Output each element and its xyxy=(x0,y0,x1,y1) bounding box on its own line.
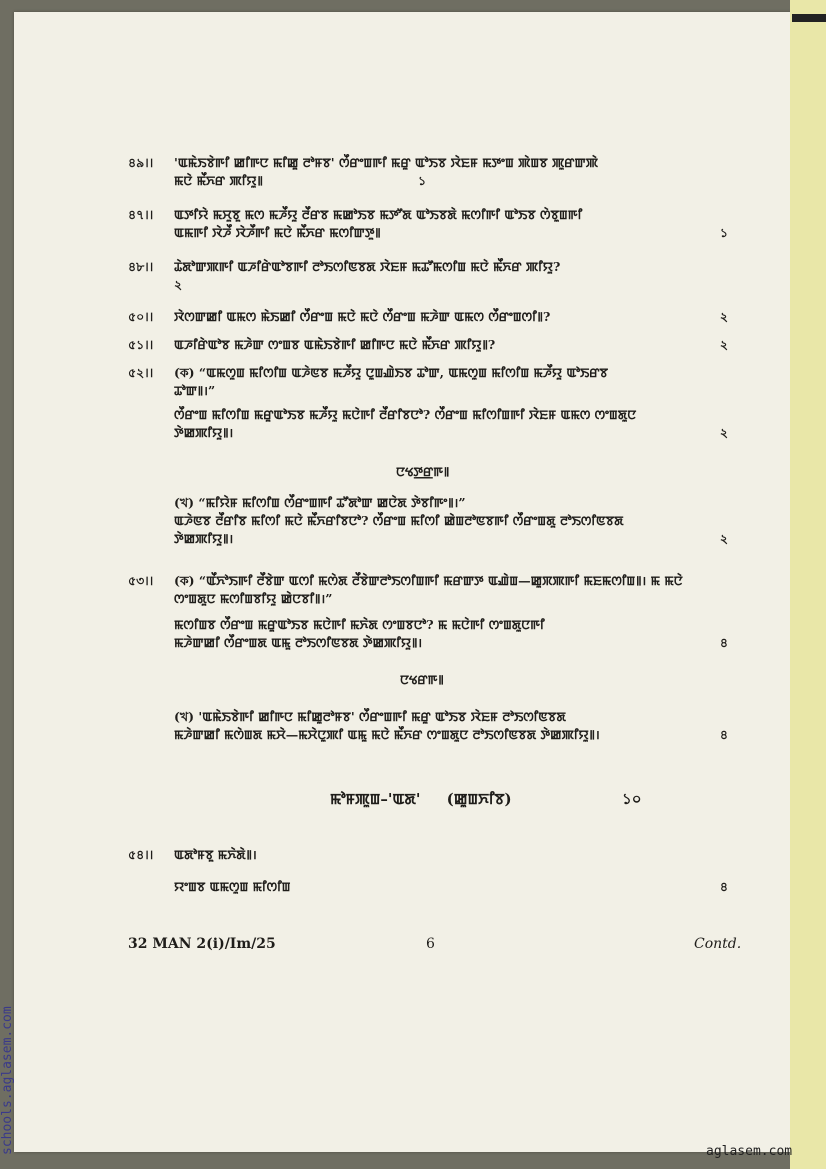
question-51 xyxy=(128,336,728,354)
question-number: ৪৮।। xyxy=(128,259,154,274)
question-marks: ১ xyxy=(418,173,427,188)
question-53 xyxy=(128,572,728,652)
or-label: ꯅꯠꯔꯒ꯫ xyxy=(400,672,444,687)
question-number: ৪৯।। xyxy=(128,155,154,170)
question-text: ꯇꯥꯀꯄꯤꯌꯨ꯫। xyxy=(174,425,234,440)
question-52 xyxy=(128,364,728,442)
question-text: ꯑꯍꯥꯟꯕ ꯂꯩꯔꯤꯕ ꯃꯤꯁꯤ ꯃꯅꯥ ꯃꯩꯈꯔꯤꯕꯅꯣ? ꯁꯩꯔꯦꯡ ꯃꯤꯁꯤ ꯀꯥꯡꯂꯣꯟꯕꯒꯤ ꯁꯩꯔꯦꯡꯗꯨ ꯂꯣꯏꯁꯤꯟꯕꯗ xyxy=(174,513,624,528)
question-marks: ২ xyxy=(719,337,728,352)
question-text: (ক) “ꯑꯃꯁꯨꯡ ꯃꯤꯁꯤꯡ ꯑꯍꯥꯟꯕ ꯃꯍꯩꯌꯨ ꯅꯨꯡꯉꯥꯏꯕ ꯊꯣꯛ, ꯑꯃꯁꯨꯡ ꯃꯤꯁꯤꯡ ꯃꯍꯩꯌꯨ ꯑꯣꯏꯔꯕ xyxy=(174,365,608,380)
page-edge xyxy=(790,0,826,1169)
section-heading xyxy=(330,788,512,809)
question-text: 'ꯑꯃꯥꯏꯕꯥꯒꯤ ꯀꯤꯒꯅ ꯃꯤꯀꯨ ꯂꯣꯝꯕ' ꯁꯩꯔꯦꯡꯒꯤ ꯃꯔꯨ ꯑꯣꯏꯕ ꯋꯥꯐꯝ ꯃꯇꯦꯡ ꯄꯥꯡꯕ ꯄꯨꯔꯛꯄꯥ xyxy=(174,155,598,170)
question-text: ꯃꯅꯥ ꯃꯩꯈꯔ ꯄꯤꯌꯨ꯫ xyxy=(174,173,263,188)
question-49 xyxy=(128,154,728,190)
question-marks: ৪ xyxy=(719,727,728,742)
corner-mark xyxy=(792,14,826,22)
question-number: ৫১।। xyxy=(128,337,154,352)
or-label: ꯅꯠꯇ꯭ꯔꯒ꯫ xyxy=(396,464,450,479)
question-number: ৫২।। xyxy=(128,365,154,380)
page-number: 6 xyxy=(426,936,435,952)
question-marks: ২ xyxy=(719,425,728,440)
question-marks: ৪ xyxy=(719,879,728,894)
question-text: (খ) “ꯃꯤꯌꯥꯝ ꯃꯤꯁꯤꯡ ꯁꯩꯔꯦꯡꯒꯤ ꯊꯧꯗꯣꯛ ꯀꯅꯥꯗ ꯇꯥꯕꯤꯒꯦ꯫।” xyxy=(174,495,466,510)
question-number: ৪৭।। xyxy=(128,207,154,222)
question-text: (ক) “ꯑꯩꯈꯣꯏꯒꯤ ꯂꯩꯕꯥꯛ ꯑꯁꯤ ꯃꯁꯥꯗ ꯂꯩꯕꯥꯛꯂꯣꯏꯁꯤꯡꯒꯤ ꯃꯔꯛꯇ ꯑꯉꯥꯡ—ꯀꯨꯞꯄꯒꯤ ꯃꯐꯃꯁꯤꯡ꯫। ꯃ ꯃꯅꯥ xyxy=(174,573,683,588)
question-marks: ১ xyxy=(719,225,728,240)
question-53-alternative xyxy=(128,708,728,744)
watermark-bottom: aglasem.com xyxy=(706,1144,793,1159)
question-marks: ২ xyxy=(719,531,728,546)
question-text: ꯑꯃꯒꯤ ꯋꯥꯍꯩ ꯋꯥꯍꯩꯒꯤ ꯃꯅꯥ ꯃꯩꯈꯔ ꯃꯁꯤꯛꯇꯨ꯫ xyxy=(174,225,381,240)
question-text: ꯃꯍꯥꯛꯀꯤ ꯃꯁꯥꯡꯗ ꯃꯆꯥ—ꯃꯆꯥꯅꯨꯄꯤ ꯑꯃꯨ ꯃꯅꯥ ꯃꯩꯈꯔ ꯁꯦꯡꯗꯨꯅ ꯂꯣꯏꯁꯤꯟꯕꯗ ꯇꯥꯀꯄꯤꯌꯨ꯫। xyxy=(174,727,600,742)
section-marks: ১০ xyxy=(622,790,642,808)
continued-label: Contd. xyxy=(694,936,742,952)
question-50 xyxy=(128,308,728,326)
question-text: ꯑꯍꯤꯔꯥꯑꯣꯕ ꯃꯍꯥꯛ ꯁꯦꯡꯕ ꯑꯃꯥꯏꯕꯥꯒꯤ ꯀꯤꯒꯅ ꯃꯅꯥ ꯃꯩꯈꯔ ꯄꯤꯌꯨ꯫? xyxy=(174,337,496,352)
question-marks: ৪ xyxy=(719,635,728,650)
question-48 xyxy=(128,258,728,294)
section-title: ꯃꯣꯝꯄꯨꯡ–'ꯑꯗ' xyxy=(330,790,421,808)
question-text: ꯊꯣꯛ꯫।” xyxy=(174,383,216,398)
question-text: (খ) 'ꯑꯃꯥꯏꯕꯥꯒꯤ ꯀꯤꯒꯅ ꯃꯤꯀꯨꯂꯣꯝꯕ' ꯁꯩꯔꯦꯡꯒꯤ ꯃꯔꯨ ꯑꯣꯏꯕ ꯋꯥꯐꯝ ꯂꯣꯏꯁꯤꯟꯕꯗ xyxy=(174,709,566,724)
question-text: ꯃꯍꯥꯛꯀꯤ ꯁꯩꯔꯦꯡꯗ ꯑꯃꯨ ꯂꯣꯏꯁꯤꯟꯕꯗ ꯇꯥꯀꯄꯤꯌꯨ꯫। xyxy=(174,635,423,650)
question-52-alternative xyxy=(128,494,728,548)
question-text: ꯌꯦꯡꯕ ꯑꯃꯁꯨꯡ ꯃꯤꯁꯤꯡ xyxy=(174,879,291,894)
question-47 xyxy=(128,206,728,242)
question-marks: ২ xyxy=(174,277,183,292)
section-subtitle: (ꯀꯨꯡꯈꯤꯕ) xyxy=(446,790,512,808)
question-54 xyxy=(128,846,728,896)
question-number: ৫০।। xyxy=(128,309,154,324)
question-number: ৫৪।। xyxy=(128,847,154,862)
question-text: ꯊꯥꯗꯣꯛꯄꯒꯤ ꯑꯍꯤꯔꯥꯑꯣꯕꯒꯤ ꯂꯣꯏꯁꯤꯟꯕꯗ ꯋꯥꯐꯝ ꯃꯊꯧꯃꯁꯤꯡ ꯃꯅꯥ ꯃꯩꯈꯔ ꯄꯤꯌꯨ? xyxy=(174,259,561,274)
question-number: ৫৩।। xyxy=(128,573,154,588)
question-text: ꯁꯩꯔꯦꯡ ꯃꯤꯁꯤꯡ ꯃꯔꯨꯑꯣꯏꯕ ꯃꯍꯩꯌꯨ ꯃꯅꯥꯒꯤ ꯂꯩꯔꯤꯕꯅꯣ? ꯁꯩꯔꯦꯡ ꯃꯤꯁꯤꯡꯒꯤ ꯋꯥꯐꯝ ꯑꯃꯁ ꯁꯦꯡꯗꯨꯅ xyxy=(174,407,637,422)
question-text: ꯋꯥꯁꯛꯀꯤ ꯑꯃꯁ ꯃꯥꯏꯀꯤ ꯁꯩꯔꯦꯡ ꯃꯅꯥ ꯃꯅꯥ ꯁꯩꯔꯦꯡ ꯃꯍꯥꯛ ꯑꯃꯁ ꯁꯩꯔꯦꯡꯁꯤ꯫? xyxy=(174,309,551,324)
question-text: ꯁꯦꯡꯗꯨꯅ ꯃꯁꯤꯡꯕꯤꯌꯨ ꯀꯥꯅꯕꯤ꯫।” xyxy=(174,591,333,606)
watermark-left: schools.aglasem.com xyxy=(0,1006,15,1155)
question-text: ꯑꯗꯣꯝꯕꯨ ꯃꯈꯥꯗꯥ꯫। xyxy=(174,847,257,862)
question-marks: ২ xyxy=(719,309,728,324)
paper-code: 32 MAN 2(i)/Im/25 xyxy=(128,936,276,952)
question-text: ꯑꯇꯤꯌꯥ ꯃꯆꯨꯕꯨ ꯃꯁ ꯃꯍꯩꯌꯨ ꯂꯩꯔꯕ ꯃꯀꯣꯏꯕ ꯃꯇꯧꯗ ꯑꯣꯏꯕꯗꯥ ꯃꯁꯤꯒꯤ ꯑꯣꯏꯕ ꯁꯥꯕꯨꯡꯒꯤ xyxy=(174,207,583,222)
question-text: ꯇꯥꯀꯄꯤꯌꯨ꯫। xyxy=(174,531,234,546)
question-text: ꯃꯁꯤꯡꯕ ꯁꯩꯔꯦꯡ ꯃꯔꯨꯑꯣꯏꯕ ꯃꯅꯥꯒꯤ ꯃꯈꯥꯗ ꯁꯦꯡꯕꯅꯣ? ꯃ ꯃꯅꯥꯒꯤ ꯁꯦꯡꯗꯨꯅꯒꯤ xyxy=(174,617,545,632)
